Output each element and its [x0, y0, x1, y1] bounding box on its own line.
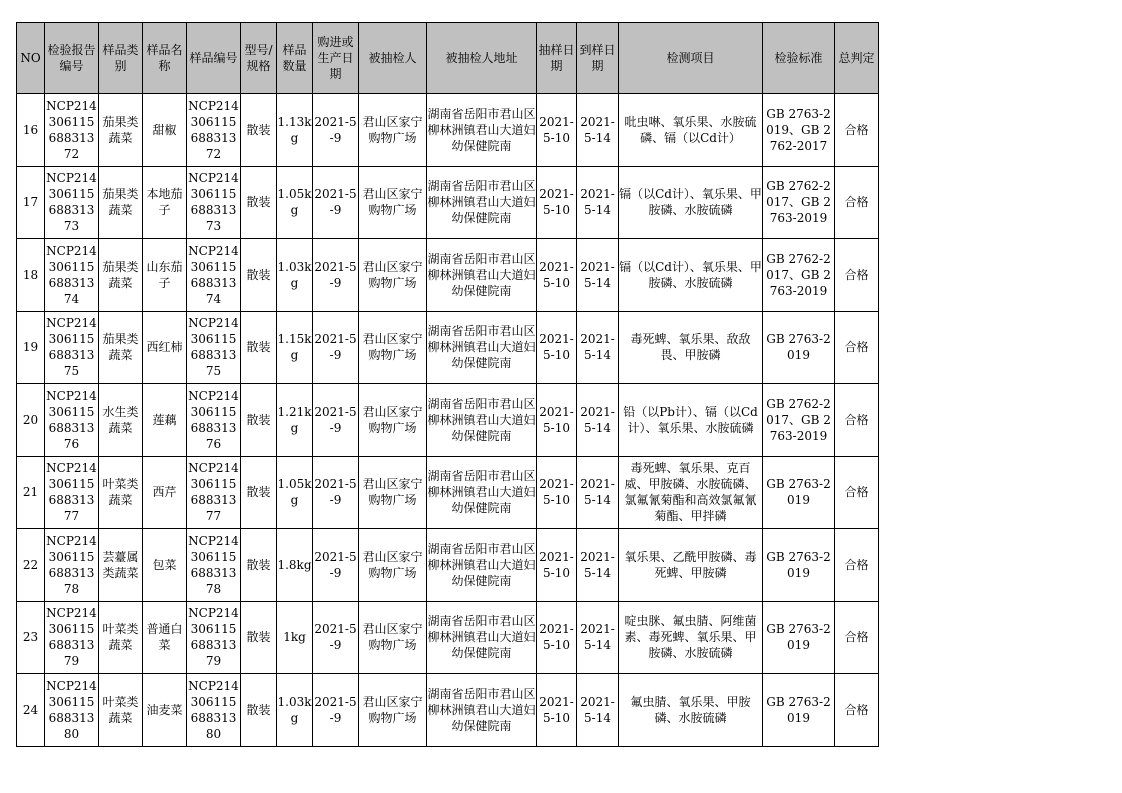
cell-arrival-date: 2021-5-14	[577, 239, 619, 312]
cell-sampling-date: 2021-5-10	[537, 456, 577, 529]
cell-date: 2021-5-9	[313, 311, 359, 384]
cell-report-no: NCP21430611568831374	[45, 239, 99, 312]
cell-party: 君山区家宁购物广场	[359, 94, 427, 167]
cell-test-items: 氟虫腈、氧乐果、甲胺磷、水胺硫磷	[619, 674, 763, 747]
table-row	[17, 674, 879, 747]
cell-address: 湖南省岳阳市君山区柳林洲镇君山大道妇幼保健院南	[427, 166, 537, 239]
cell-date: 2021-5-9	[313, 166, 359, 239]
cell-category: 茄果类蔬菜	[99, 94, 143, 167]
header-verdict: 总判定	[835, 23, 879, 94]
cell-qty: 1.05kg	[277, 166, 313, 239]
cell-sampling-date: 2021-5-10	[537, 529, 577, 602]
cell-no: 16	[17, 94, 45, 167]
cell-spec: 散装	[241, 94, 277, 167]
cell-address: 湖南省岳阳市君山区柳林洲镇君山大道妇幼保健院南	[427, 311, 537, 384]
cell-party: 君山区家宁购物广场	[359, 384, 427, 457]
table-row	[17, 529, 879, 602]
cell-verdict: 合格	[835, 674, 879, 747]
cell-no: 17	[17, 166, 45, 239]
header-sample-name: 样品名称	[143, 23, 187, 94]
cell-qty: 1.13kg	[277, 94, 313, 167]
cell-verdict: 合格	[835, 601, 879, 674]
cell-arrival-date: 2021-5-14	[577, 601, 619, 674]
cell-date: 2021-5-9	[313, 529, 359, 602]
cell-sample-no: NCP21430611568831379	[187, 601, 241, 674]
cell-sampling-date: 2021-5-10	[537, 166, 577, 239]
header-production-date: 购进或生产日期	[313, 23, 359, 94]
cell-report-no: NCP21430611568831379	[45, 601, 99, 674]
cell-verdict: 合格	[835, 456, 879, 529]
cell-qty: 1.21kg	[277, 384, 313, 457]
header-no: NO	[17, 23, 45, 94]
cell-standard: GB 2763-2019、GB 2762-2017	[763, 94, 835, 167]
table-header	[17, 23, 879, 94]
header-inspected-party: 被抽检人	[359, 23, 427, 94]
cell-sample-no: NCP21430611568831376	[187, 384, 241, 457]
header-sample-no: 样品编号	[187, 23, 241, 94]
inspection-results-table	[16, 22, 879, 747]
header-report-no: 检验报告编号	[45, 23, 99, 94]
cell-name: 西芹	[143, 456, 187, 529]
cell-test-items: 毒死蜱、氧乐果、克百威、甲胺磷、水胺硫磷、氯氟氰菊酯和高效氯氟氰菊酯、甲拌磷	[619, 456, 763, 529]
cell-test-items: 氧乐果、乙酰甲胺磷、毒死蜱、甲胺磷	[619, 529, 763, 602]
cell-arrival-date: 2021-5-14	[577, 529, 619, 602]
cell-standard: GB 2762-2017、GB 2763-2019	[763, 239, 835, 312]
header-arrival-date: 到样日期	[577, 23, 619, 94]
cell-address: 湖南省岳阳市君山区柳林洲镇君山大道妇幼保健院南	[427, 601, 537, 674]
cell-qty: 1.8kg	[277, 529, 313, 602]
cell-date: 2021-5-9	[313, 239, 359, 312]
cell-sample-no: NCP21430611568831372	[187, 94, 241, 167]
cell-category: 茄果类蔬菜	[99, 239, 143, 312]
header-quantity: 样品数量	[277, 23, 313, 94]
cell-name: 普通白菜	[143, 601, 187, 674]
cell-qty: 1kg	[277, 601, 313, 674]
cell-spec: 散装	[241, 239, 277, 312]
cell-category: 叶菜类蔬菜	[99, 601, 143, 674]
cell-sample-no: NCP21430611568831377	[187, 456, 241, 529]
cell-standard: GB 2763-2019	[763, 601, 835, 674]
cell-address: 湖南省岳阳市君山区柳林洲镇君山大道妇幼保健院南	[427, 94, 537, 167]
cell-no: 21	[17, 456, 45, 529]
cell-report-no: NCP21430611568831375	[45, 311, 99, 384]
cell-date: 2021-5-9	[313, 94, 359, 167]
table-row	[17, 456, 879, 529]
cell-arrival-date: 2021-5-14	[577, 384, 619, 457]
header-test-items: 检测项目	[619, 23, 763, 94]
cell-no: 18	[17, 239, 45, 312]
cell-verdict: 合格	[835, 94, 879, 167]
cell-qty: 1.05kg	[277, 456, 313, 529]
cell-spec: 散装	[241, 166, 277, 239]
cell-party: 君山区家宁购物广场	[359, 311, 427, 384]
cell-arrival-date: 2021-5-14	[577, 674, 619, 747]
table-row	[17, 311, 879, 384]
cell-standard: GB 2763-2019	[763, 529, 835, 602]
cell-name: 山东茄子	[143, 239, 187, 312]
cell-address: 湖南省岳阳市君山区柳林洲镇君山大道妇幼保健院南	[427, 529, 537, 602]
cell-sampling-date: 2021-5-10	[537, 94, 577, 167]
cell-report-no: NCP21430611568831372	[45, 94, 99, 167]
cell-arrival-date: 2021-5-14	[577, 311, 619, 384]
cell-sample-no: NCP21430611568831373	[187, 166, 241, 239]
cell-category: 芸薹属类蔬菜	[99, 529, 143, 602]
cell-address: 湖南省岳阳市君山区柳林洲镇君山大道妇幼保健院南	[427, 384, 537, 457]
table-row	[17, 384, 879, 457]
cell-report-no: NCP21430611568831378	[45, 529, 99, 602]
cell-test-items: 吡虫啉、氧乐果、水胺硫磷、镉（以Cd计）	[619, 94, 763, 167]
cell-no: 19	[17, 311, 45, 384]
cell-test-items: 铅（以Pb计）、镉（以Cd计）、氧乐果、水胺硫磷	[619, 384, 763, 457]
cell-category: 茄果类蔬菜	[99, 311, 143, 384]
cell-spec: 散装	[241, 529, 277, 602]
cell-name: 包菜	[143, 529, 187, 602]
cell-spec: 散装	[241, 601, 277, 674]
cell-name: 西红柿	[143, 311, 187, 384]
cell-no: 22	[17, 529, 45, 602]
cell-spec: 散装	[241, 456, 277, 529]
cell-date: 2021-5-9	[313, 601, 359, 674]
header-standard: 检验标准	[763, 23, 835, 94]
cell-sample-no: NCP21430611568831378	[187, 529, 241, 602]
cell-report-no: NCP21430611568831380	[45, 674, 99, 747]
header-row	[17, 23, 879, 94]
cell-sample-no: NCP21430611568831375	[187, 311, 241, 384]
table-row	[17, 166, 879, 239]
table-row	[17, 94, 879, 167]
cell-address: 湖南省岳阳市君山区柳林洲镇君山大道妇幼保健院南	[427, 674, 537, 747]
cell-standard: GB 2763-2019	[763, 674, 835, 747]
cell-report-no: NCP21430611568831373	[45, 166, 99, 239]
header-spec: 型号/规格	[241, 23, 277, 94]
cell-qty: 1.15kg	[277, 311, 313, 384]
cell-sampling-date: 2021-5-10	[537, 384, 577, 457]
cell-sampling-date: 2021-5-10	[537, 311, 577, 384]
cell-sample-no: NCP21430611568831374	[187, 239, 241, 312]
cell-sampling-date: 2021-5-10	[537, 674, 577, 747]
cell-standard: GB 2762-2017、GB 2763-2019	[763, 384, 835, 457]
cell-standard: GB 2762-2017、GB 2763-2019	[763, 166, 835, 239]
cell-verdict: 合格	[835, 311, 879, 384]
cell-verdict: 合格	[835, 384, 879, 457]
cell-date: 2021-5-9	[313, 456, 359, 529]
cell-sample-no: NCP21430611568831380	[187, 674, 241, 747]
cell-verdict: 合格	[835, 529, 879, 602]
cell-party: 君山区家宁购物广场	[359, 674, 427, 747]
cell-name: 油麦菜	[143, 674, 187, 747]
header-sampling-date: 抽样日期	[537, 23, 577, 94]
cell-address: 湖南省岳阳市君山区柳林洲镇君山大道妇幼保健院南	[427, 239, 537, 312]
table-body	[17, 94, 879, 747]
cell-test-items: 啶虫脒、氟虫腈、阿维菌素、毒死蜱、氧乐果、甲胺磷、水胺硫磷	[619, 601, 763, 674]
cell-category: 叶菜类蔬菜	[99, 674, 143, 747]
cell-date: 2021-5-9	[313, 384, 359, 457]
header-sample-category: 样品类别	[99, 23, 143, 94]
cell-name: 本地茄子	[143, 166, 187, 239]
cell-no: 20	[17, 384, 45, 457]
cell-standard: GB 2763-2019	[763, 311, 835, 384]
cell-no: 24	[17, 674, 45, 747]
cell-category: 茄果类蔬菜	[99, 166, 143, 239]
cell-spec: 散装	[241, 384, 277, 457]
header-inspected-address: 被抽检人地址	[427, 23, 537, 94]
cell-test-items: 镉（以Cd计）、氧乐果、甲胺磷、水胺硫磷	[619, 166, 763, 239]
cell-name: 莲藕	[143, 384, 187, 457]
cell-sampling-date: 2021-5-10	[537, 601, 577, 674]
table-row	[17, 601, 879, 674]
cell-report-no: NCP21430611568831376	[45, 384, 99, 457]
cell-qty: 1.03kg	[277, 674, 313, 747]
cell-category: 水生类蔬菜	[99, 384, 143, 457]
cell-arrival-date: 2021-5-14	[577, 456, 619, 529]
cell-spec: 散装	[241, 311, 277, 384]
cell-address: 湖南省岳阳市君山区柳林洲镇君山大道妇幼保健院南	[427, 456, 537, 529]
cell-standard: GB 2763-2019	[763, 456, 835, 529]
cell-report-no: NCP21430611568831377	[45, 456, 99, 529]
cell-party: 君山区家宁购物广场	[359, 601, 427, 674]
cell-sampling-date: 2021-5-10	[537, 239, 577, 312]
cell-category: 叶菜类蔬菜	[99, 456, 143, 529]
cell-qty: 1.03kg	[277, 239, 313, 312]
cell-no: 23	[17, 601, 45, 674]
cell-party: 君山区家宁购物广场	[359, 239, 427, 312]
cell-party: 君山区家宁购物广场	[359, 456, 427, 529]
cell-arrival-date: 2021-5-14	[577, 166, 619, 239]
cell-arrival-date: 2021-5-14	[577, 94, 619, 167]
cell-verdict: 合格	[835, 166, 879, 239]
cell-test-items: 镉（以Cd计）、氧乐果、甲胺磷、水胺硫磷	[619, 239, 763, 312]
cell-name: 甜椒	[143, 94, 187, 167]
cell-spec: 散装	[241, 674, 277, 747]
cell-party: 君山区家宁购物广场	[359, 529, 427, 602]
cell-test-items: 毒死蜱、氧乐果、敌敌畏、甲胺磷	[619, 311, 763, 384]
table-row	[17, 239, 879, 312]
cell-date: 2021-5-9	[313, 674, 359, 747]
cell-verdict: 合格	[835, 239, 879, 312]
cell-party: 君山区家宁购物广场	[359, 166, 427, 239]
